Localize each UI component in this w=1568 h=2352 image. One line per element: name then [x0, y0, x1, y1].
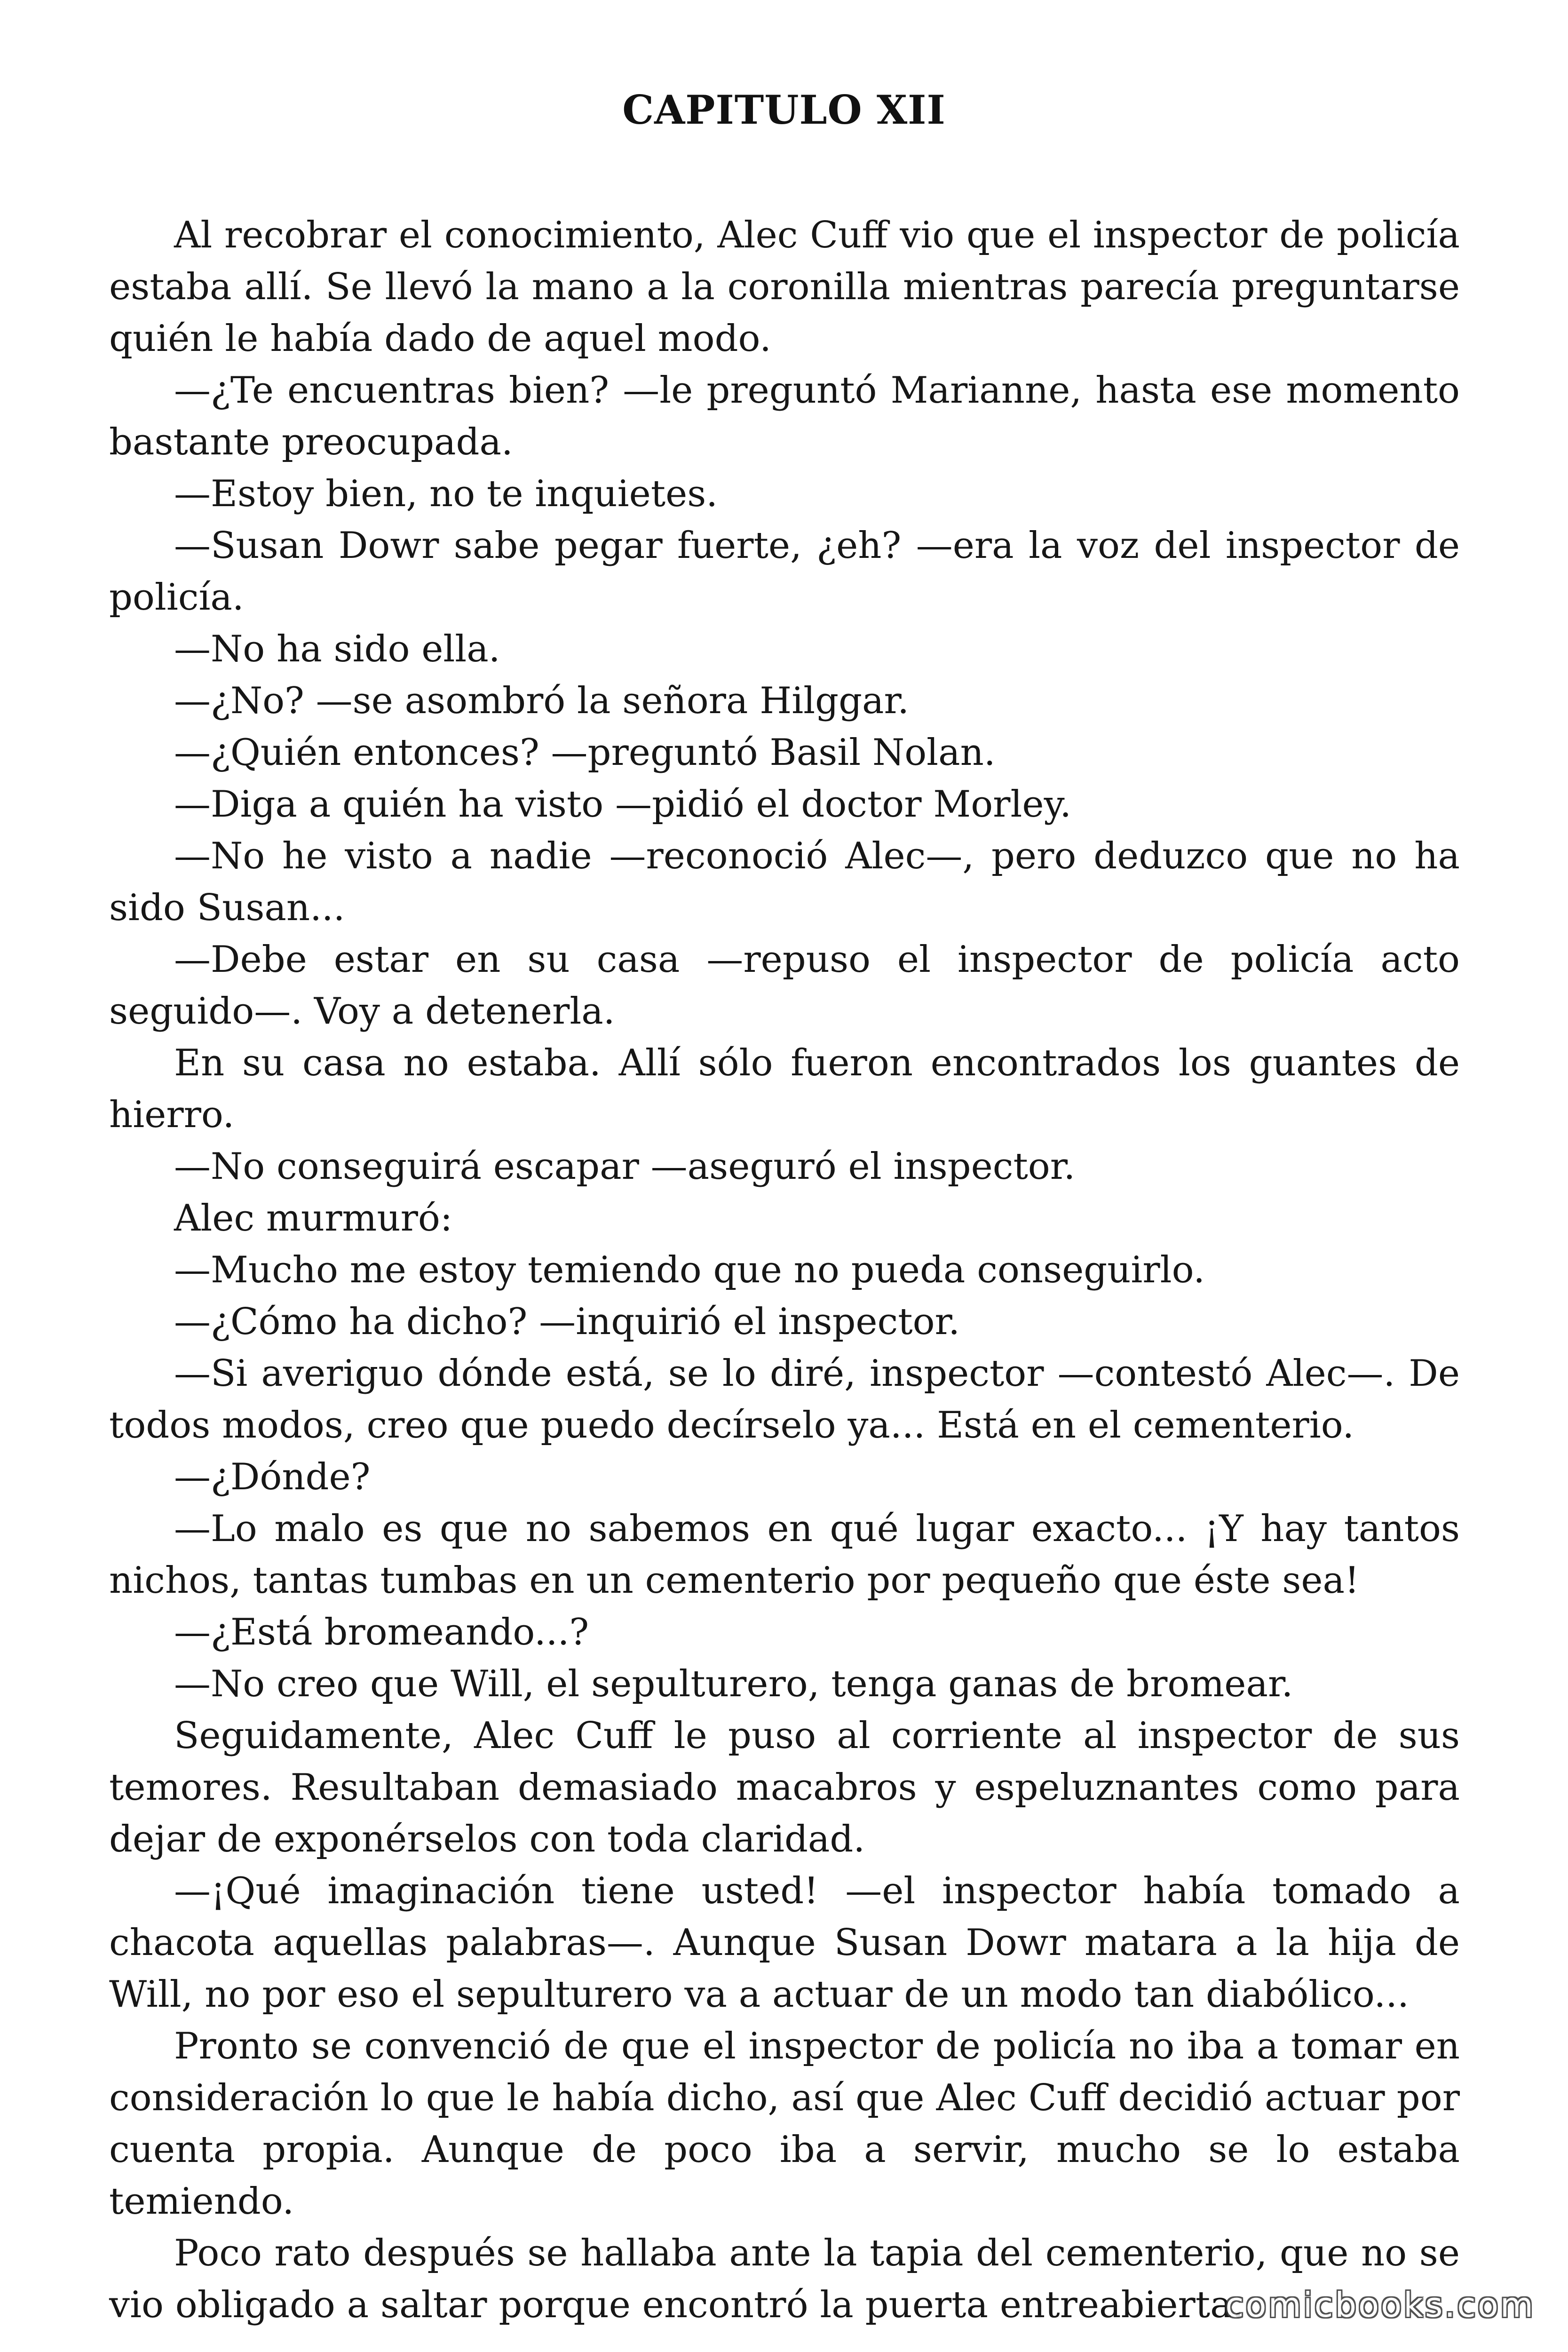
watermark: comicbooks.com: [1225, 2285, 1535, 2325]
paragraph: —Diga a quién ha visto —pidió el doctor Morley.: [174, 783, 1072, 826]
paragraph: —¿Quién entonces? —preguntó Basil Nolan.: [174, 731, 996, 774]
paragraph: —¿Cómo ha dicho? —inquirió el inspector.: [174, 1301, 960, 1343]
paragraph: —¿Te encuentras bien? —le preguntó Marianne, hasta ese momento bastante preocupada.: [109, 369, 1460, 463]
paragraph: Seguidamente, Alec Cuff le puso al corriente al inspector de sus temores. Resultaban demasiado macabros y espeluznantes como para dejar de exponérselos con toda claridad.: [109, 1715, 1460, 1860]
paragraph: —¿Dónde?: [174, 1456, 371, 1498]
paragraph: Alec murmuró:: [174, 1197, 453, 1240]
paragraph: —No creo que Will, el sepulturero, tenga ganas de bromear.: [174, 1663, 1293, 1705]
paragraph: En su casa no estaba. Allí sólo fueron encontrados los guantes de hierro.: [109, 1042, 1460, 1136]
paragraph: —Mucho me estoy temiendo que no pueda conseguirlo.: [174, 1249, 1205, 1291]
paragraph: Al recobrar el conocimiento, Alec Cuff vio que el inspector de policía estaba allí. Se llevó la mano a la coronilla mientras parecía preguntarse quién le había dado de aquel modo.: [109, 214, 1460, 360]
paragraph: —Debe estar en su casa —repuso el inspector de policía acto seguido—. Voy a detenerla.: [109, 938, 1460, 1033]
paragraph: —Si averiguo dónde está, se lo diré, inspector —contestó Alec—. De todos modos, creo que puedo decírselo ya... Está en el cementerio.: [109, 1352, 1460, 1446]
paragraph: —No he visto a nadie —reconoció Alec—, pero deduzco que no ha sido Susan...: [109, 835, 1460, 929]
paragraph: —¿Está bromeando...?: [174, 1611, 589, 1653]
paragraph: Poco rato después se hallaba ante la tapia del cementerio, que no se vio obligado a saltar porque encontró la puerta entreabierta.: [109, 2232, 1460, 2326]
chapter-title: CAPITULO XII: [622, 87, 946, 134]
paragraph: —Lo malo es que no sabemos en qué lugar exacto... ¡Y hay tantos nichos, tantas tumbas en un cementerio por pequeño que éste sea!: [109, 1508, 1460, 1602]
paragraph: —No ha sido ella.: [174, 628, 500, 670]
paragraph: —Susan Dowr sabe pegar fuerte, ¿eh? —era la voz del inspector de policía.: [109, 524, 1460, 619]
chapter-body: [109, 209, 1460, 2331]
paragraph: Pronto se convenció de que el inspector de policía no iba a tomar en consideración lo que le había dicho, así que Alec Cuff decidió actuar por cuenta propia. Aunque de poco iba a servir, mucho se lo estaba temiendo.: [109, 2025, 1460, 2223]
paragraph: —No conseguirá escapar —aseguró el inspector.: [174, 1145, 1076, 1188]
paragraph: —Estoy bien, no te inquietes.: [174, 473, 718, 515]
paragraph: —¡Qué imaginación tiene usted! —el inspector había tomado a chacota aquellas palabras—. Aunque Susan Dowr matara a la hija de Will, no por eso el sepulturero va a actuar de un modo tan diabólico...: [109, 1870, 1460, 2016]
paragraph: —¿No? —se asombró la señora Hilggar.: [174, 680, 910, 722]
